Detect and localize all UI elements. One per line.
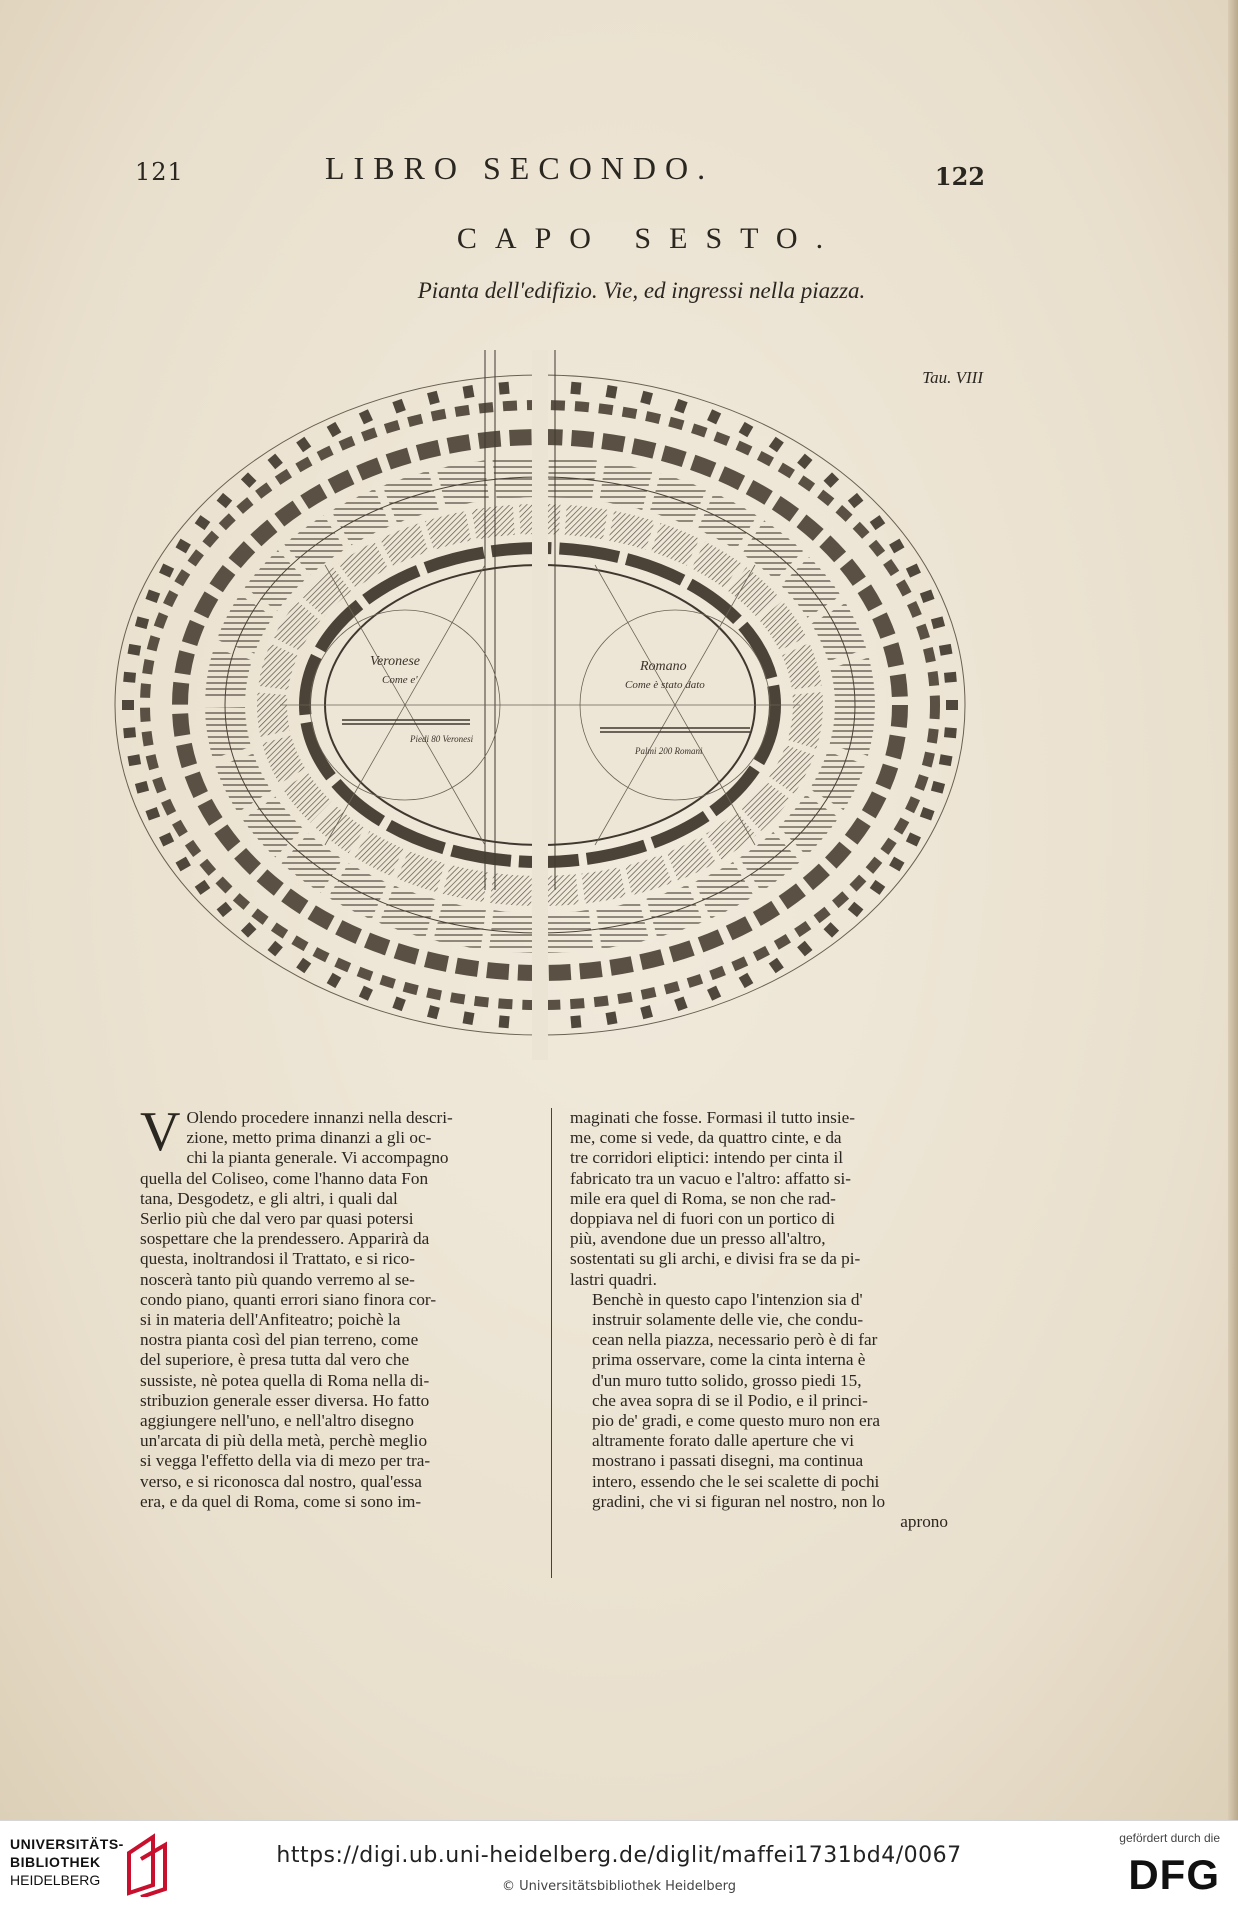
library-name-line3: HEIDELBERG — [10, 1872, 101, 1888]
outer-pier — [824, 922, 840, 938]
outer-pier — [176, 539, 191, 554]
right-arena-sub: Come è stato dato — [625, 679, 705, 691]
outer-pier — [359, 986, 373, 1001]
outer-pier — [327, 422, 342, 437]
text-line: verso, e si riconosca dal nostro, qual'essa — [140, 1471, 422, 1491]
drop-cap: V — [140, 1101, 181, 1163]
outer-pier — [906, 832, 921, 846]
text-line: prima osservare, come la cinta interna è — [592, 1350, 866, 1370]
left-arena-sub: Come e' — [382, 674, 418, 686]
outer-pier — [906, 564, 921, 578]
text-line: sussiste, nè potea quella di Roma nella di- — [140, 1370, 430, 1390]
outer-pier — [889, 857, 904, 872]
outer-pier — [739, 422, 754, 437]
outer-pier — [674, 996, 688, 1011]
text-line: un'arcata di più della metà, perchè meglio — [140, 1431, 428, 1451]
outer-pier — [463, 1011, 475, 1025]
outer-pier — [870, 880, 886, 895]
page-number-left: 121 — [135, 158, 184, 186]
outer-pier — [870, 515, 886, 530]
outer-pier — [674, 399, 688, 414]
right-paragraph-2 — [570, 1290, 948, 1512]
outer-pier — [939, 644, 953, 656]
outer-pier — [920, 807, 935, 821]
outer-pier — [217, 493, 233, 508]
left-arena-name: Veronese — [370, 654, 421, 669]
outer-pier — [241, 472, 257, 488]
outer-pier — [463, 385, 475, 399]
text-line: d'un muro tutto solido, grosso piedi 15, — [592, 1370, 862, 1390]
text-line: gradini, che vi si figuran nel nostro, non lo — [592, 1491, 886, 1511]
outer-pier — [123, 727, 136, 738]
chapter-title: CAPO SESTO. — [456, 222, 842, 255]
outer-pier — [824, 472, 840, 488]
outer-pier — [769, 437, 784, 453]
outer-pier — [296, 958, 311, 974]
outer-pier — [640, 391, 653, 405]
outer-pier — [268, 454, 283, 470]
text-line: noscerà tanto più quando verremo al se- — [140, 1269, 415, 1289]
page-spine-shadow — [1228, 0, 1238, 1820]
outer-pier — [570, 1015, 581, 1028]
outer-pier — [797, 941, 812, 957]
left-column-lines — [140, 1101, 528, 1512]
outer-pier — [135, 616, 149, 629]
text-line: più, avendone due un presso all'altro, — [570, 1229, 826, 1249]
text-line: chi la pianta generale. Vi accompagno — [186, 1148, 449, 1168]
text-line: Benchè in questo capo l'intenzion sia d' — [592, 1289, 863, 1309]
left-scale-label: Piedi 80 Veronesi — [410, 734, 474, 744]
text-line: si vegga l'effetto della via di mezo per tra- — [140, 1451, 431, 1471]
text-column-right — [570, 1108, 948, 1532]
amphitheatre-plan-engraving — [70, 350, 1010, 1060]
outer-pier — [769, 958, 784, 974]
text-line: cean nella piazza, necessario però è di far — [592, 1330, 878, 1350]
text-line: Serlio più che dal vero par quasi potersi — [140, 1209, 414, 1229]
dfg-logo: DFG — [1128, 1851, 1220, 1898]
outer-pier — [707, 409, 721, 424]
outer-pier — [931, 781, 945, 794]
text-line: quella del Coliseo, come l'hanno data Fon — [140, 1168, 429, 1188]
outer-pier — [797, 454, 812, 470]
outer-pier — [499, 382, 510, 395]
text-line: stribuzion generale esser diversa. Ho fatto — [140, 1390, 430, 1410]
outer-pier — [268, 941, 283, 957]
text-line: intero, essendo che le sei scalette di pochi — [592, 1471, 880, 1491]
text-line: del superiore, è presa tutta dal vero che — [140, 1350, 410, 1370]
outer-pier — [848, 902, 864, 917]
text-line: altramente forato dalle aperture che vi — [592, 1431, 854, 1451]
page-number-right: 122 — [934, 162, 985, 191]
outer-pier — [946, 700, 958, 710]
text-line: pio de' gradi, e come questo muro non era — [592, 1411, 881, 1431]
outer-pier — [427, 1005, 440, 1019]
outer-pier — [159, 832, 174, 846]
outer-pier — [128, 754, 142, 766]
outer-pier — [145, 589, 160, 603]
library-name-line2: BIBLIOTHEK — [10, 1854, 101, 1870]
outer-pier — [159, 564, 174, 578]
outer-pier — [944, 672, 957, 683]
outer-pier — [606, 385, 618, 399]
copyright-notice: © Universitätsbibliothek Heidelberg — [501, 1879, 736, 1894]
text-line: instruir solamente delle vie, che condu- — [592, 1310, 864, 1330]
outer-pier — [122, 700, 134, 710]
outer-pier — [195, 515, 211, 530]
text-line: mostrano i passati disegni, ma continua — [592, 1451, 864, 1471]
viewer-footer — [0, 1820, 1238, 1909]
outer-pier — [920, 589, 935, 603]
outer-pier — [640, 1005, 653, 1019]
text-line: aggiungere nell'uno, e nell'altro disegno — [140, 1411, 414, 1431]
outer-pier — [427, 391, 440, 405]
outer-pier — [931, 616, 945, 629]
outer-pier — [707, 986, 721, 1001]
catchword: aprono — [900, 1512, 948, 1532]
right-scale-label: Palmi 200 Romani — [635, 746, 703, 756]
outer-pier — [889, 539, 904, 554]
outer-pier — [145, 807, 160, 821]
running-header — [135, 150, 985, 194]
running-head-title: LIBRO SECONDO. — [325, 150, 715, 186]
text-line: fabricato tra un vacuo e l'altro: affatto si- — [570, 1168, 852, 1188]
text-line: era, e da quel di Roma, come si sono im- — [140, 1491, 422, 1511]
outer-pier — [392, 996, 406, 1011]
column-rule — [551, 1108, 552, 1578]
outer-pier — [195, 880, 211, 895]
outer-pier — [570, 382, 581, 395]
text-line: sostentati su gli archi, e divisi fra se da pi- — [570, 1249, 861, 1269]
text-line: doppiava nel di fuori con un portico di — [570, 1209, 835, 1229]
funder-label: gefördert durch die — [1119, 1831, 1220, 1845]
outer-pier — [359, 409, 373, 424]
text-line: tre corridori eliptici: intendo per cinta il — [570, 1148, 843, 1168]
text-line: che avea sopra di se il Podio, e il princi- — [592, 1390, 868, 1410]
outer-pier — [327, 973, 342, 988]
plate-label: Tau. VIII — [922, 368, 983, 387]
text-line: sospettare che la prendessero. Apparirà da — [140, 1229, 430, 1249]
text-line: questa, inoltrandosi il Trattato, e si rico- — [140, 1249, 415, 1269]
text-line: me, come si vede, da quattro cinte, e da — [570, 1128, 842, 1148]
outer-pier — [217, 902, 233, 917]
right-arena-name: Romano — [640, 659, 687, 674]
text-line: zione, metto prima dinanzi a gli oc- — [186, 1128, 432, 1148]
outer-pier — [296, 437, 311, 453]
outer-pier — [606, 1011, 618, 1025]
outer-pier — [176, 857, 191, 872]
outer-pier — [392, 399, 406, 414]
outer-pier — [135, 781, 149, 794]
outer-pier — [944, 727, 957, 738]
right-paragraph-1 — [570, 1108, 948, 1290]
text-line: tana, Desgodetz, e gli altri, i quali dal — [140, 1188, 398, 1208]
outer-pier — [241, 922, 257, 938]
library-name-line1: UNIVERSITÄTS- — [10, 1836, 124, 1852]
text-line: condo piano, quanti errori siano finora cor- — [140, 1289, 437, 1309]
outer-pier — [739, 973, 754, 988]
text-column-left — [140, 1101, 528, 1512]
outer-pier — [848, 493, 864, 508]
text-line: mile era quel di Roma, se non che rad- — [570, 1188, 836, 1208]
permalink-url[interactable]: https://digi.ub.uni-heidelberg.de/diglit/maffei1731bd4/0067 — [276, 1843, 962, 1868]
text-line: nostra pianta così del pian terreno, come — [140, 1330, 419, 1350]
chapter-subtitle: Pianta dell'edifizio. Vie, ed ingressi nella piazza. — [417, 278, 866, 303]
outer-pier — [128, 644, 142, 656]
text-line: lastri quadri. — [570, 1269, 657, 1289]
outer-pier — [939, 754, 953, 766]
text-line: si in materia dell'Anfiteatro; poichè la — [140, 1310, 401, 1330]
text-line: maginati che fosse. Formasi il tutto insie- — [570, 1108, 855, 1127]
outer-pier — [499, 1015, 510, 1028]
outer-pier — [123, 672, 136, 683]
text-line: Olendo procedere innanzi nella descri- — [186, 1108, 453, 1127]
